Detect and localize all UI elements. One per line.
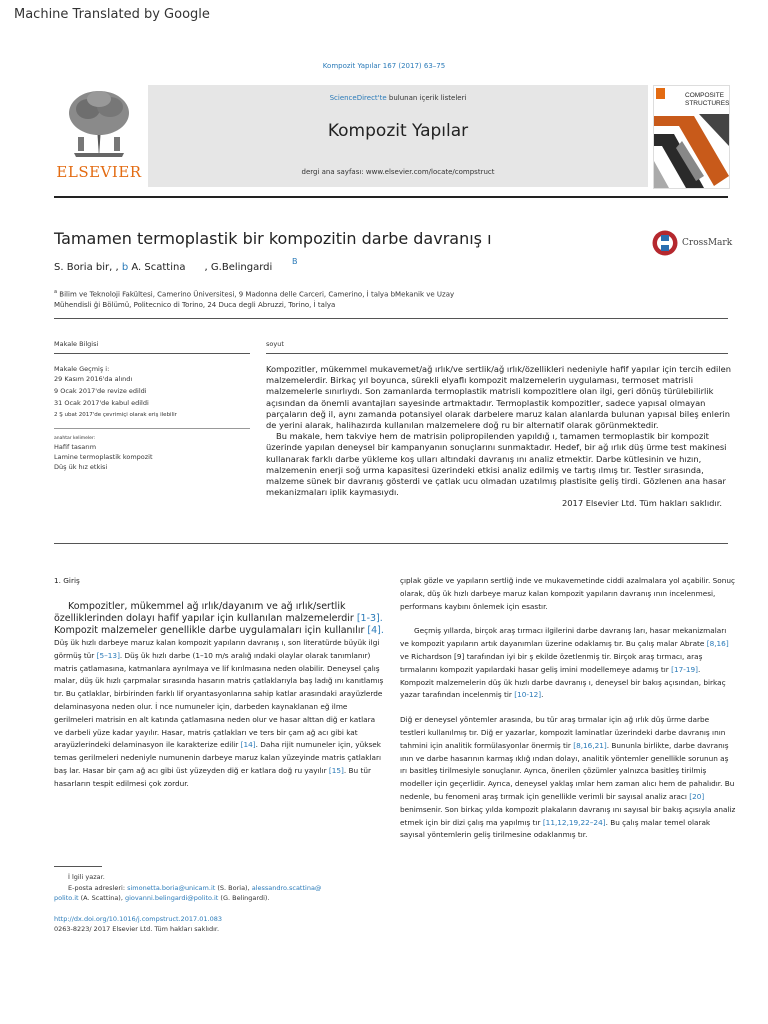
- affiliation-a-marker: a: [54, 289, 58, 295]
- article-title: Tamamen termoplastik bir kompozitin darbe davranış ı: [54, 229, 492, 248]
- abstract-bottom-rule: [54, 543, 728, 544]
- body-text: . Bu çalış malar temel olarak sayısal yöntemlerin geliş tirilmesine odaklanmış tır.: [400, 817, 711, 840]
- body-text: Geçmiş yıllarda, birçok araş tırmacı ilgilerini darbe davranış ları, hasar mekanizmaları ve kompozit yapıların artık dayanımları üzerine odaklamış tır. Bu çalış malar Abrate: [400, 626, 727, 649]
- abstract-paragraph: Bu makale, hem takviye hem de matrisin polipropilenden yapıldığ ı, tamamen termoplastik bir kompozit üzerinde yapılan deneysel bir kampanyanın sonuçlarını sunmaktadır. Hedef, bir ağ ırlık düş ürme test makinesi kullanarak farklı darbe yükleme koş ulları altındaki davranış ını analiz etmektir. Darbe kütlesinin ve hızın, malzemenin enerji soğ urma kapasitesi üzerindeki etkisi analiz edilmiş ve tartış ılmış tır. Testler sırasında, malzeme sünek bir davranış gösterdi ve çatlak ucu olmadan uzatılmış plastisite geliş tirdi. Gözlenen ana hasar mekanizmaları iplik kaymasıydı.: [266, 431, 727, 498]
- citation-link[interactable]: [11,12,19,22–24]: [542, 817, 606, 827]
- abstract-text: [266, 364, 736, 510]
- sciencedirect-link[interactable]: ScienceDirect'te: [329, 94, 387, 102]
- citation-link[interactable]: [5–13]: [96, 650, 120, 660]
- email-link[interactable]: simonetta.boria@unicam.it: [127, 883, 216, 892]
- footnote-emails-cont: [54, 893, 384, 904]
- keywords-rule: [54, 428, 250, 429]
- keywords-block: [54, 435, 250, 472]
- header-rule: [54, 196, 728, 198]
- article-history: [54, 364, 250, 420]
- keyword-item: Düş ük hız etkisi: [54, 463, 108, 471]
- cover-line1: COMPOSITE: [685, 92, 725, 99]
- intro-column-left: [54, 601, 384, 791]
- cover-art-icon: [654, 86, 729, 188]
- citation-link[interactable]: [15]: [328, 765, 344, 775]
- body-text: Düş ük hızlı darbeye maruz kalan kompozit yapıların davranış ı, son literatürde büyük ilgi görmüş tür: [54, 638, 380, 660]
- body-text: Diğ er deneysel yöntemler arasında, bu tür araş tırmalar için ağ ırlık düş ürme darbe testleri kullanılmış tır. Diğ er yazarlar, kompozit laminatlar üzerindeki darbe davranış ının tahmini için analitik formülasyonlar önermiş tir: [400, 715, 726, 750]
- citation-link[interactable]: [20]: [689, 791, 705, 801]
- body-paragraph: [54, 637, 384, 791]
- email-link[interactable]: polito.it: [54, 894, 79, 902]
- email-owner: (G. Belingardi).: [218, 894, 270, 902]
- body-text: .: [541, 690, 544, 700]
- keywords-heading: anahtar kelimeler:: [54, 436, 96, 441]
- citation-link[interactable]: [17-19]: [671, 664, 699, 674]
- affiliations: [54, 287, 474, 311]
- keyword-item: Hafif tasarım: [54, 443, 97, 451]
- history-revised: 9 Ocak 2017'de revize edildi: [54, 387, 147, 395]
- citation-link[interactable]: [1-3].: [356, 613, 383, 624]
- abstract-paragraph: Kompozitler, mükemmel mukavemet/ağ ırlık/ve sertlik/ağ ırlık/özellikleri nedeniyle hafif yapılar için tercih edilen malzemelerdir. Birkaç yıl boyunca, sürekli elyaflı kompozit malzemelerin uygulaması, termoset matrisli malzemelerle sınırlıydı. Son zamanlarda termoplastik matrisli kompozitlere olan ilgi, geri dönüş türülebilirlik açısından da önemli avantajları sayesinde artmaktadır. Termoplastik kompozitler, sadece yapısal olmayan parçaların değ il, aynı zamanda potansiyel olarak darbelere maruz kalan alanlarda bulunan yapısal bileş enlerin de yerini alarak, halihazırda kullanılan malzemelere doğ ru bir alternatif olarak görünmektedir.: [266, 364, 731, 431]
- abstract-rule: [266, 353, 728, 354]
- journal-citation[interactable]: Kompozit Yapılar 167 (2017) 63–75: [322, 62, 446, 70]
- footnote-corresponding: İ lgili yazar.: [68, 873, 105, 881]
- body-text: . Daha rijit numuneler için, yüksek temas gerilmeleri nedeniyle numunenin darbeye maruz kalan yüzeyinde matris çatlakları baş lar. Hasar bir çam ağ acı gibi üst yüzeyden diğ er katlara doğ ru yayılır: [54, 740, 381, 775]
- body-paragraph: çıplak gözle ve yapıların sertliğ inde ve mukavemetinde ciddi azalmalara yol açabilir. Sonuç olarak, düş ük hızlı darbeye maruz kalan kompozit yapıların davranış ının incelenmesi, performans kaybını önlemek için esastır.: [400, 576, 736, 611]
- body-text: . Bu tür hasarların tespit edilmesi çok zordur.: [54, 765, 371, 788]
- journal-info-box: [148, 85, 648, 187]
- email-label: E-posta adresleri:: [68, 883, 128, 892]
- citation-link[interactable]: [4].: [367, 625, 384, 636]
- crossmark-badge[interactable]: [652, 229, 733, 259]
- intro-column-right: [400, 575, 736, 842]
- intro-text: Kompozit malzemeler genellikle darbe uygulamaları için kullanılır: [54, 625, 368, 636]
- body-text: . Düş ük hızlı darbe (1–10 m/s aralığ ındaki olaylar olarak tanımlanır) matris çatlamasına, katmanlara ayrılmaya ve lif kırılmasına neden olabilir. Deneysel çalış malar, düş ük hızlı çarpmalar sırasında hasarın matris çatlaklarıyla baş ladığ ını kanıtlamış tır. Bu çatlaklar, birbirinden farklı lif oryantasyonlarına sahip katlar arasındaki arayüzlerde delaminasyona neden olur. İ nce numuneler için, darbeden kaynaklanan eğ ilme gerilmeleri matrisin en alt katında çatlamasına neden olur ve hasar alttan diğ er katlara ve darbeli yüze kadar yayılır. Hasar, matris çatlakları ve ters bir çam ağ acı gibi kat arayüzlerindeki delaminasyon ile karakterize edilir: [54, 650, 384, 750]
- affiliation-b-marker[interactable]: b: [121, 262, 129, 273]
- history-online: 2 Ş ubat 2017'de çevrimiçi olarak eriş ilebilir: [54, 412, 177, 418]
- crossmark-icon: [652, 229, 678, 257]
- history-received: 29 Kasım 2016'da alındı: [54, 375, 133, 383]
- citation-link[interactable]: [14]: [240, 740, 256, 750]
- body-paragraph: [400, 714, 736, 842]
- elsevier-tree-icon: [64, 87, 134, 159]
- body-text: . Bununla birlikte, darbe davranış ının ve darbe hasarının karmaş ıklığ ından dolayı, analitik yöntemler genellikle sorunun aş ırı basitleş tirilmesiyle sonuçlanır. Ayrıca, önerilen çözümler yalnızca basitleş tirilmiş modeller için geçerlidir. Ayrıca, deneysel yaklaş ımlar hem zaman alıcı hem de pahalıdır. Bu nedenle, bu fenomeni araş tırmak için genellikle verimli bir sayısal analiz aracı: [400, 740, 735, 801]
- body-text: benimsenir. Son birkaç yılda kompozit plakaların davranış ını sayısal bir bakış açısıyla analiz etmek için bir dizi çalış ma yapılmış tır: [400, 804, 736, 827]
- article-info-heading: Makale Bilgisi: [54, 340, 99, 348]
- issn-copyright: 0263-8223/ 2017 Elsevier Ltd. Tüm hakları saklıdır.: [54, 925, 220, 933]
- affiliation-b: Mühendisli ği Bölümü, Politecnico di Torino, 24 Duca degli Abruzzi, Torino, İ talya: [54, 301, 336, 310]
- affiliation-a: [54, 287, 474, 300]
- machine-translated-banner: Machine Translated by Google: [14, 7, 210, 22]
- contents-lists-text: bulunan içerik listeleri: [386, 94, 467, 102]
- email-owner: (A. Scattina),: [78, 894, 125, 902]
- email-link[interactable]: giovanni.belingardi@polito.it: [124, 894, 219, 902]
- section-heading: 1. Giriş: [54, 576, 80, 585]
- intro-paragraph: [54, 601, 384, 637]
- citation-link[interactable]: [8,16,21]: [573, 740, 607, 750]
- body-paragraph: [400, 625, 736, 702]
- author-separator: ,: [112, 262, 122, 273]
- author-superscript[interactable]: B: [292, 257, 298, 266]
- article-info-rule: [54, 353, 250, 354]
- email-owner: (S. Boria),: [215, 883, 252, 892]
- journal-title: Kompozit Yapılar: [327, 121, 469, 141]
- keyword-item: Lamine termoplastik kompozit: [54, 453, 153, 461]
- affiliation-a-text: Bilim ve Teknoloji Fakültesi, Camerino Üniversitesi, 9 Madonna delle Carceri, Camerino, İ talya bMekanik ve Uzay: [57, 290, 455, 299]
- abstract-copyright: 2017 Elsevier Ltd. Tüm hakları saklıdır.: [562, 498, 722, 509]
- intro-text: Kompozitler, mükemmel ağ ırlık/dayanım ve ağ ırlık/sertlik özelliklerinden dolayı hafif yapılar için kullanılan malzemelerdir: [54, 601, 357, 624]
- email-link[interactable]: alessandro.scattina@: [251, 883, 322, 892]
- author-separator: ,: [201, 262, 211, 273]
- doi-link[interactable]: http://dx.doi.org/10.1016/j.compstruct.2017.01.083: [54, 914, 222, 923]
- journal-header: [54, 85, 728, 187]
- author-scattina[interactable]: A. Scattina: [128, 262, 186, 273]
- journal-homepage[interactable]: dergi ana sayfası: www.elsevier.com/locate/compstruct: [301, 168, 495, 176]
- crossmark-label: CrossMark: [682, 238, 733, 248]
- history-heading: Makale Geçmiş i:: [54, 365, 110, 373]
- affiliation-rule: [54, 318, 728, 319]
- elsevier-logo[interactable]: [54, 85, 144, 187]
- body-text: . Kompozit malzemelerin düş ük hızlı darbe davranış ı, deneysel bir bakış açısından, birkaç yazar tarafından incelenmiş tir: [400, 664, 726, 700]
- body-text: ve Richardson [9] tarafından iyi bir ş ekilde özetlenmiş tir. Birçok araş tırmacı, araş tırmalarını kompozit yapılardaki hasar geliş imini modellemeye adamış tır: [400, 651, 703, 674]
- author-boria[interactable]: S. Boria bir,: [54, 262, 113, 273]
- footnote-emails: [54, 883, 384, 894]
- footnotes: [54, 872, 384, 935]
- footnote-rule: [54, 866, 102, 867]
- citation-link[interactable]: [8,16]: [706, 639, 729, 649]
- author-list: [54, 262, 272, 273]
- citation-link[interactable]: [10-12]: [514, 690, 542, 700]
- contents-lists-line: [148, 94, 648, 102]
- author-belingardi[interactable]: G.Belingardi: [210, 262, 273, 273]
- journal-cover-image: [653, 85, 730, 189]
- elsevier-wordmark: ELSEVIER: [56, 163, 142, 181]
- history-accepted: 31 Ocak 2017'de kabul edildi: [54, 399, 149, 407]
- cover-line2: STRUCTURES: [685, 100, 729, 107]
- abstract-heading: soyut: [266, 340, 284, 348]
